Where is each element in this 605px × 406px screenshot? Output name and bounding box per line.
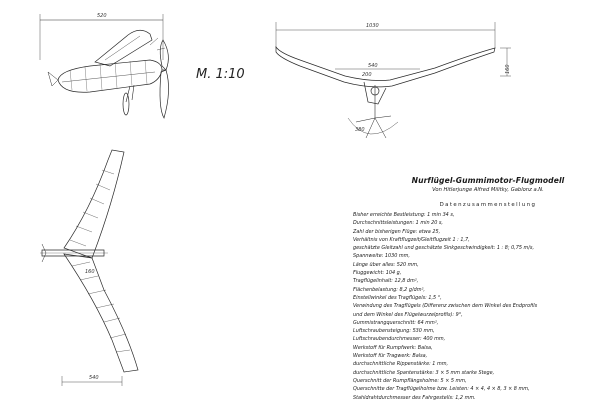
spec-line: Tragflügelinhalt: 12,8 dm², bbox=[353, 278, 419, 285]
svg-text:380: 380 bbox=[355, 127, 365, 133]
front-view bbox=[276, 22, 511, 138]
spec-line: Einstellwinkel des Tragflügels: 1,5 °, bbox=[353, 294, 442, 301]
spec-sheet bbox=[352, 176, 602, 402]
spec-line: Luftschraubendurchmesser: 400 mm, bbox=[353, 336, 446, 343]
side-view bbox=[40, 13, 169, 118]
spec-line: geschätzte Gleitzahl und geschätzte Sinkgeschwindigkeit: 1 : 8; 0,75 m/s, bbox=[353, 245, 535, 252]
spec-list bbox=[352, 211, 602, 402]
spec-line: Spannweite: 1030 mm, bbox=[353, 253, 410, 260]
spec-line: durchschnittliche Spantenstärke: 3 × 5 mm starke Stege, bbox=[353, 369, 495, 376]
spec-line: Bisher erreichte Bestleistung: 1 min 34 s, bbox=[353, 212, 455, 218]
spec-line: Luftschraubensteigung: 530 mm, bbox=[353, 328, 435, 335]
scale-label: M. 1:10 bbox=[196, 67, 245, 82]
plan-view bbox=[40, 150, 138, 386]
spec-heading: Datenzusammenstellung bbox=[439, 202, 537, 208]
spec-line: und dem Winkel des Flügelwurzelprofils): 9°, bbox=[353, 311, 463, 318]
spec-line: Werkstoff für Rumpfwerk: Balsa, bbox=[353, 344, 433, 351]
spec-line: Flächenbelastung: 8,2 g/dm², bbox=[353, 286, 425, 293]
svg-text:540: 540 bbox=[368, 63, 378, 69]
svg-text:160: 160 bbox=[505, 64, 511, 74]
svg-text:160: 160 bbox=[85, 269, 95, 275]
spec-line: Zahl der bisherigen Flüge: etwa 25, bbox=[353, 228, 441, 235]
spec-author: Von Hitlerjunge Alfred Militky, Gablonz a.N. bbox=[432, 187, 544, 193]
spec-line: Fluggewicht: 104 g, bbox=[353, 270, 402, 277]
spec-line: Länge über alles: 520 mm, bbox=[353, 261, 419, 268]
spec-line: Stahldrahtdurchmesser des Fahrgestells: 1,2 mm. bbox=[353, 394, 476, 401]
spec-line: Werkstoff für Tragwerk: Balsa, bbox=[353, 353, 428, 360]
svg-text:200: 200 bbox=[362, 72, 372, 78]
spec-line: Querschnitt der Rumpflängsholme: 5 × 5 mm, bbox=[353, 377, 467, 384]
spec-line: durchschnittliche Rippenstärke: 1 mm, bbox=[353, 361, 449, 368]
spec-line: Gummistrangquerschnitt: 64 mm², bbox=[353, 319, 439, 326]
spec-line: Durchschnittsleistungen: 1 min 20 s, bbox=[353, 220, 443, 227]
spec-line: Verwindung des Tragflügels (Differenz zwischen dem Winkel des Endprofils bbox=[353, 303, 538, 310]
svg-text:520: 520 bbox=[97, 13, 107, 19]
spec-title: Nurflügel-Gummimotor-Flugmodell bbox=[411, 176, 565, 185]
spec-line: Querschnitte der Tragflügelholme bzw. Leisten: 4 × 4, 4 × 8, 3 × 8 mm, bbox=[353, 386, 530, 393]
svg-text:1030: 1030 bbox=[366, 23, 379, 29]
spec-line: Verhältnis von Kraftflugzeit/Gleitflugzeit 1 : 1,7, bbox=[353, 236, 470, 243]
svg-text:540: 540 bbox=[89, 375, 99, 381]
